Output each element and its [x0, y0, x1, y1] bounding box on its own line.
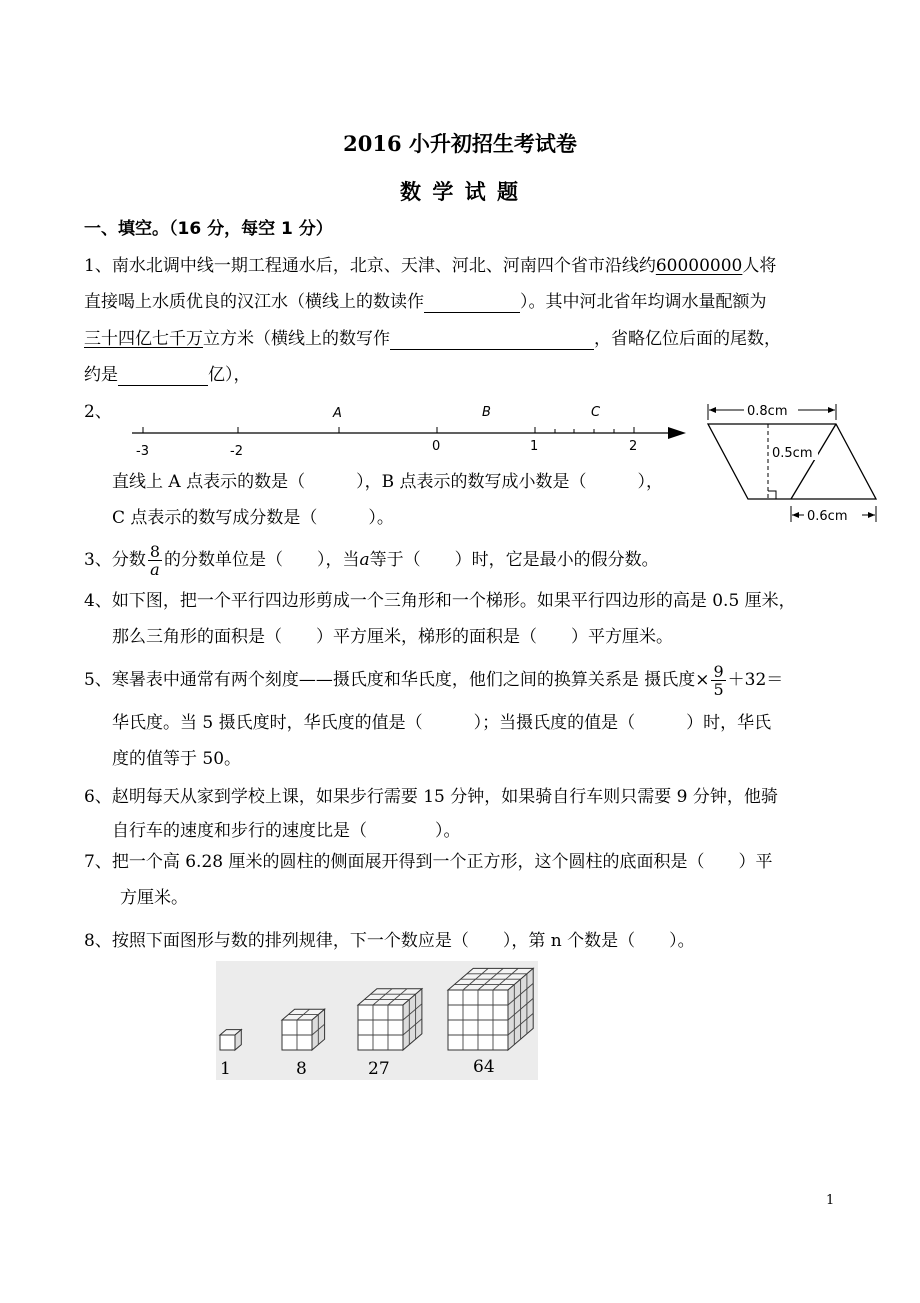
q2-number: 2、	[84, 402, 112, 422]
q4-line2: 那么三角形的面积是（ ）平方厘米，梯形的面积是（ ）平方厘米。	[112, 627, 673, 647]
tick-label-neg3: -3	[136, 444, 149, 459]
q1-line4: 约是 亿），	[84, 365, 251, 385]
page-subtitle: 数 学 试 题	[400, 179, 520, 204]
q7-line1: 7、把一个高 6.28 厘米的圆柱的侧面展开得到一个正方形，这个圆柱的底面积是（ ）平	[84, 852, 773, 872]
top-length-label: 0.8cm	[747, 404, 788, 419]
cube-label-64: 64	[473, 1057, 495, 1077]
tick-label-2: 2	[629, 439, 638, 454]
q3-fraction: $\frac{8}{a}$	[149, 542, 161, 579]
q1-blank-3	[118, 366, 208, 386]
tick-label-0: 0	[432, 439, 441, 454]
q6-line2: 自行车的速度和步行的速度比是（ ）。	[112, 821, 461, 841]
cube-label-27: 27	[368, 1059, 390, 1079]
q7-line2: 方厘米。	[120, 888, 188, 908]
q1-line1: 1、南水北调中线一期工程通水后，北京、天津、河北、河南四个省市沿线约60000000人将	[84, 256, 777, 276]
q5-line1: 5、寒暑表中通常有两个刻度——摄氏度和华氏度，他们之间的换算关系是 摄氏度× $\frac{9}{5}$ ＋32＝	[84, 662, 784, 699]
q1-line3: 三十四亿七千万立方米（横线上的数写作 ，省略亿位后面的尾数，	[84, 329, 781, 349]
cube-drawings	[216, 961, 538, 1061]
q5-line2: 华氏度。当 5 摄氏度时，华氏度的值是（ ）；当摄氏度的值是（ ）时，华氏	[112, 713, 772, 733]
q2-line2: C 点表示的数写成分数是（ ）。	[112, 508, 394, 528]
q5-line3: 度的值等于 50。	[112, 749, 242, 769]
tick-label-1: 1	[530, 439, 539, 454]
cube-3-front	[358, 1005, 403, 1050]
cube-sequence-figure	[216, 961, 538, 1080]
q1-blank-1	[424, 293, 520, 313]
height-label: 0.5cm	[772, 446, 813, 461]
q1-line2: 直接喝上水质优良的汉江水（横线上的数读作 ）。其中河北省年均调水量配额为	[84, 292, 767, 312]
point-b-label: B	[482, 405, 491, 420]
q8-line1: 8、按照下面图形与数的排列规律，下一个数应是（ ），第 n 个数是（ ）。	[84, 931, 695, 951]
q3-line: 3、分数 $\frac{8}{a}$ 的分数单位是（ ），当a等于（ ）时，它是最小的假分数。	[84, 542, 659, 579]
tick-label-neg2: -2	[230, 444, 243, 459]
q2-line1: 直线上 A 点表示的数是（ ），B 点表示的数写成小数是（ ），	[112, 472, 663, 492]
number-line	[120, 398, 690, 464]
q1-blank-2	[390, 330, 594, 350]
q6-line1: 6、赵明每天从家到学校上课，如果步行需要 15 分钟，如果骑自行车则只需要 9 分钟，他骑	[84, 787, 778, 807]
point-a-label: A	[333, 406, 342, 421]
cube-1-front	[220, 1035, 235, 1050]
bottom-length-label: 0.6cm	[807, 509, 848, 524]
cube-label-8: 8	[296, 1059, 307, 1079]
q4-line1: 4、如下图，把一个平行四边形剪成一个三角形和一个梯形。如果平行四边形的高是 0.5 厘米，	[84, 591, 796, 611]
q1-chinese-number: 三十四亿七千万	[84, 329, 203, 349]
page-number: 1	[826, 1193, 835, 1208]
q1-number: 60000000	[655, 256, 743, 276]
point-c-label: C	[591, 405, 601, 420]
section-heading: 一、填空。（16 分，每空 1 分）	[84, 219, 333, 239]
page-title: 2016 小升初招生考试卷	[343, 131, 577, 156]
cube-label-1: 1	[220, 1059, 231, 1079]
q5-fraction: $\frac{9}{5}$	[713, 662, 724, 699]
parallelogram-figure	[700, 398, 882, 528]
